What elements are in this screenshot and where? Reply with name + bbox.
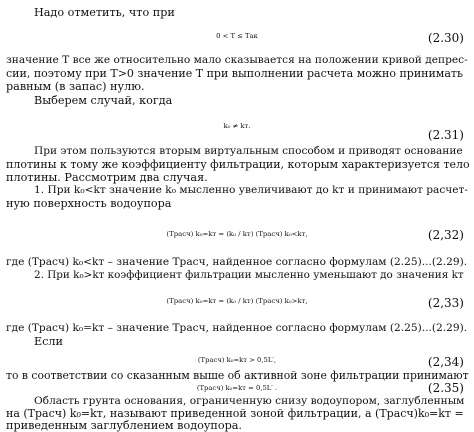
text-line: Надо отметить, что при [34,6,175,19]
equation-2-35: (Tрасч) k₀=kт = 0,5L′ . [196,384,278,392]
text-line: на (Tрасч) k₀=kт, называют приведенной зоной фильтрации, а (Tрасч)k₀=kт = [6,407,464,420]
text-line: 2. При k₀>kт коэффициент фильтрации мысленно уменьшают до значения kт [34,269,464,281]
equation-number: (2,32) [427,228,464,242]
equation-number: (2.30) [427,31,464,45]
equation-number: (2.31) [427,128,464,142]
text-line: равным (в запас) нулю. [6,80,145,93]
text-line: ную поверхность водоупора [6,197,172,210]
equation-2-34: (Tрасч) k₀=kт > 0,5L′, [197,356,277,364]
equation-2-32: (Tрасч) k₀=kт = (k₀ / kт) (Tрасч) k₀<kт, [166,230,308,238]
text-line: приведенным заглублением водоупора. [6,419,242,432]
equation-number: (2,33) [427,296,464,310]
equation-2-31: k₀ ≠ kт. [223,122,251,130]
text-line: где (Tрасч) k₀<kт – значение Tрасч, найденное согласно формулам (2.25)...(2.29). [6,256,468,268]
text-line: значение T все же относительно мало сказывается на положении кривой депрес- [6,54,468,66]
text-line: При этом пользуются вторым виртуальным способом и приводят основание [34,145,463,157]
text-line: Область грунта основания, ограниченную снизу водоупором, заглубленным [34,395,465,407]
text-line: Выберем случай, когда [34,94,173,107]
text-line: где (Tрасч) k₀=kт – значение Tрасч, найденное согласно формулам (2.25)...(2.29). [6,322,468,334]
text-line: то в соответствии со сказанным выше об активной зоне фильтрации принимают [6,369,469,382]
text-line: сии, поэтому при T>0 значение T при выполнении расчета можно принимать [6,67,463,80]
text-line: плотины к тому же коэффициенту фильтрации, которым характеризуется тело [6,158,470,171]
equation-number: (2,34) [427,355,464,369]
text-line: плотины. Рассмотрим два случая. [6,171,208,184]
text-line: 1. При k₀<kт значение k₀ мысленно увеличивают до kт и принимают расчет- [34,184,468,196]
equation-number: (2.35) [427,381,464,395]
text-line: Если [34,335,63,348]
equation-2-30: 0 < T ≤ Tак [216,32,258,40]
equation-2-33: (Tрасч) k₀=kт = (k₀ / kт) (Tрасч) k₀>kт, [166,297,308,305]
